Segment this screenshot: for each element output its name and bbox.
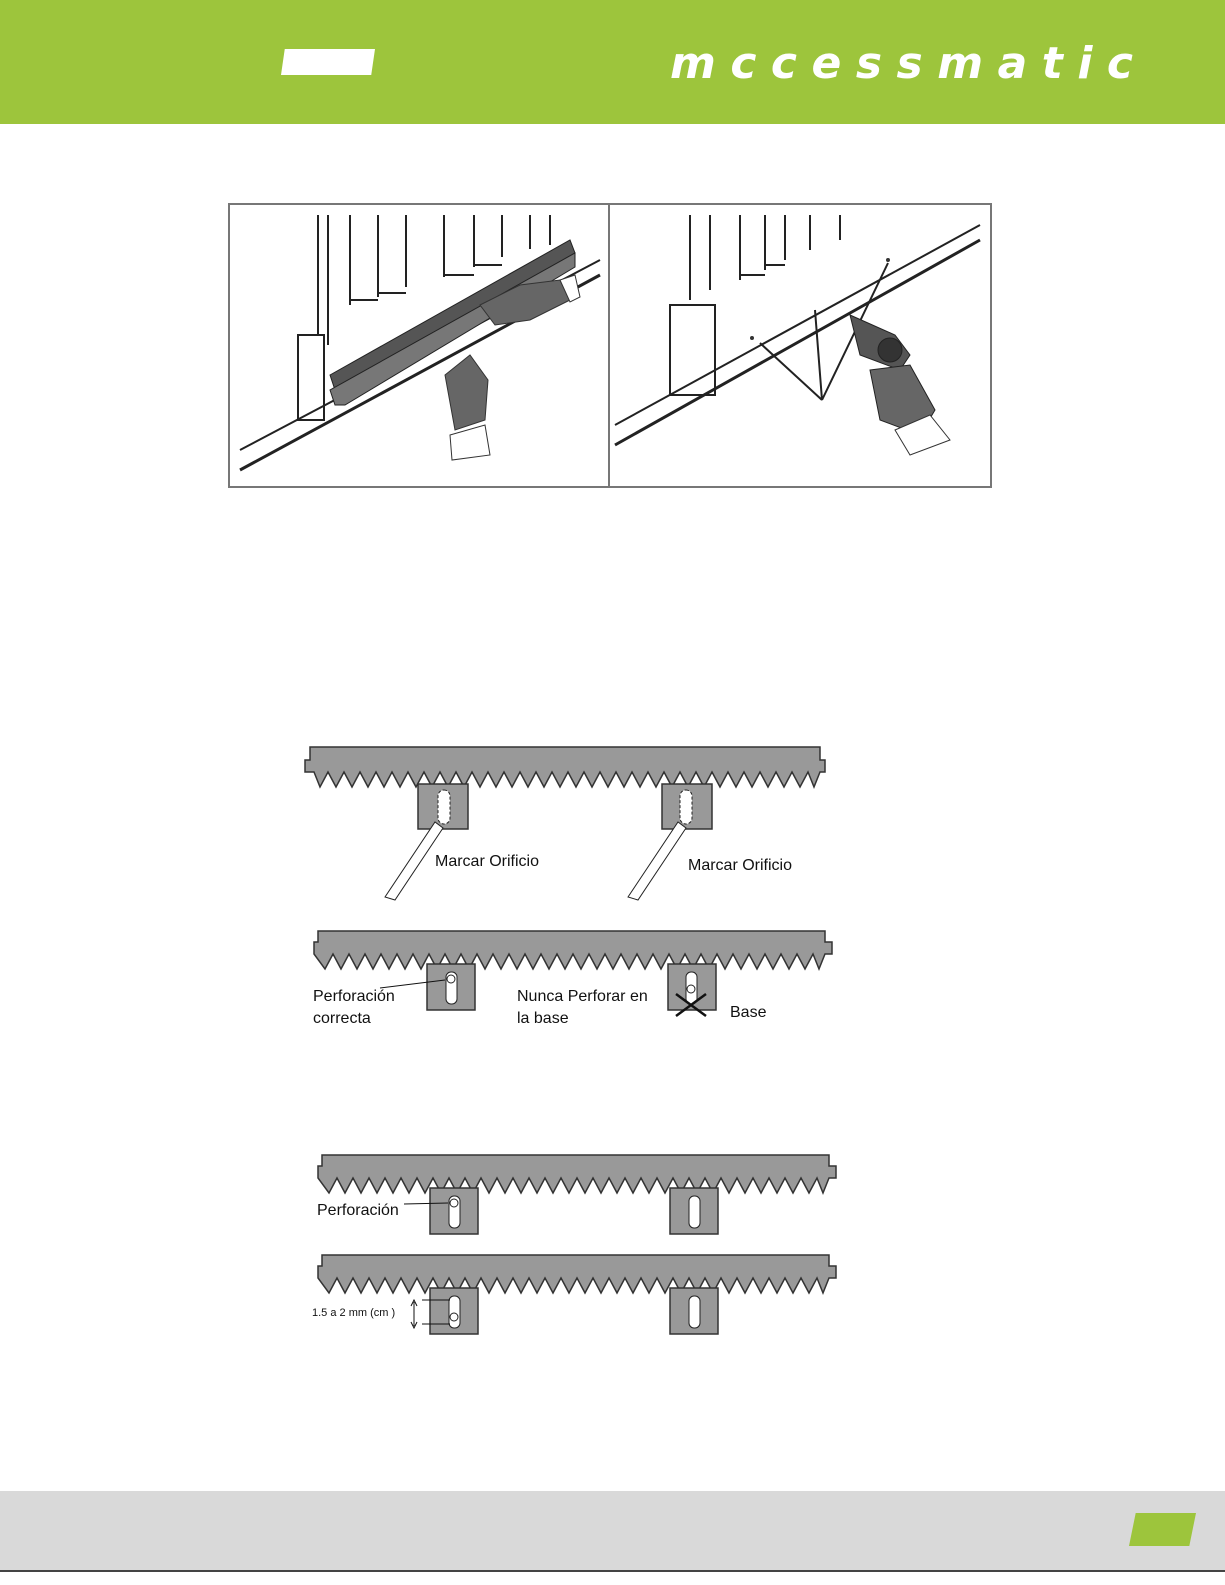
base-label: Base — [730, 1004, 767, 1021]
never-drill-label: Nunca Perforar en la base — [517, 988, 648, 1027]
page-number-tab — [1129, 1513, 1196, 1546]
mark-hole-left-label: Marcar Orificio — [435, 853, 540, 870]
header-bar — [0, 0, 1225, 124]
accessmatic-logo — [670, 40, 1140, 86]
rack-gap-diagram — [314, 1250, 844, 1340]
gap-label: 1.5 a 2 mm (cm ) — [312, 1307, 396, 1319]
installation-photo-figure — [228, 203, 992, 488]
drilling-illustration — [610, 205, 990, 486]
correct-drilling-label: Perforación correcta — [313, 988, 395, 1027]
footer-bottom-line — [0, 1570, 1225, 1585]
drilling-label: Perforación — [317, 1202, 399, 1219]
rack-mark-holes-diagram — [300, 742, 840, 902]
header-white-tab — [281, 49, 375, 75]
footer-bar — [0, 1491, 1225, 1570]
mark-hole-right-label: Marcar Orificio — [688, 857, 793, 874]
rack-mounting-illustration — [230, 205, 608, 486]
svg-text:mccessmatic: mccessmatic — [670, 40, 1135, 86]
rack-drilling-position-diagram — [314, 1150, 844, 1240]
